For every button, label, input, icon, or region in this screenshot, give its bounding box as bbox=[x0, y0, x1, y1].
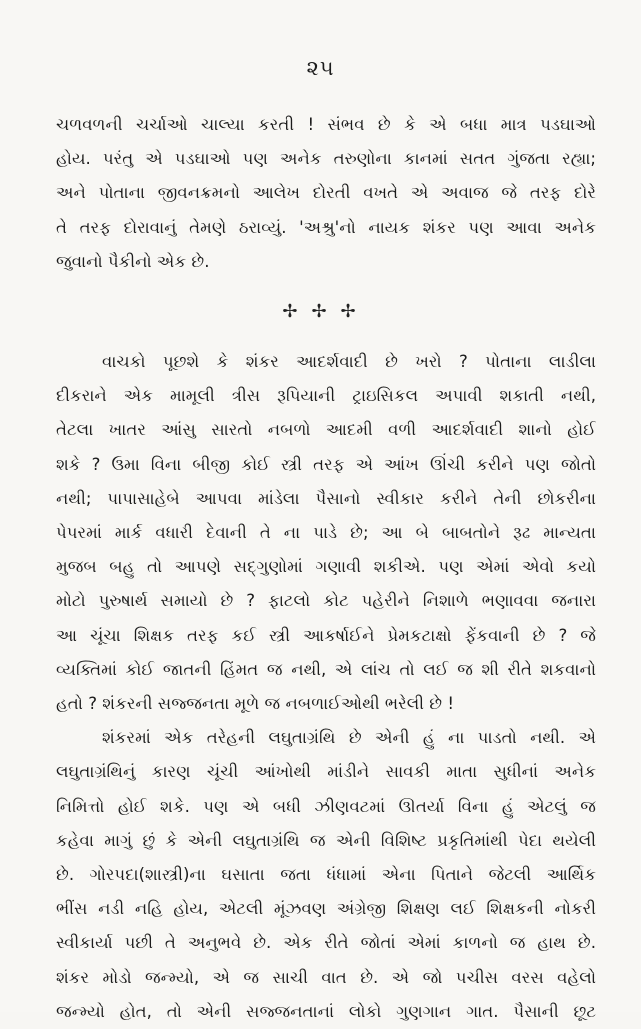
ornament-glyph: ✢ bbox=[282, 301, 312, 323]
text-line: વ્યક્તિમાં કોઈ જાતની હિંમત જ નથી, એ લાંચ તો લઈ જ શી રીતે શકવાનો bbox=[56, 659, 596, 679]
text-line: શંકરમાં એક તરેહની લઘુતાગ્રંથિ છે એની હું ના પાડતો નથી. એ bbox=[102, 728, 596, 748]
body-text bbox=[56, 108, 596, 1029]
text-line: લઘુતાગ્રંથિનું કારણ ચૂંચી આંખોથી માંડીને સાવકી માતા સુધીનાં અનેક bbox=[56, 762, 596, 782]
text-line: તે તરફ દોરાવાનું તેમણે ઠરાવ્યું. 'અશ્રુ'નો નાયક શંકર પણ આવા અનેક bbox=[56, 217, 596, 237]
text-line: વાચકો પૂછશે કે શંકર આદર્શવાદી છે ખરો ? પોતાના લાડીલા bbox=[102, 352, 596, 372]
text-line: આ ચૂંચા શિક્ષક તરફ કઈ સ્ત્રી આકર્ષાઈને પ્રેમકટાક્ષો ફેંકવાની છે ? જે bbox=[56, 625, 596, 645]
text-line: નિમિત્તો હોઈ શકે. પણ એ બધી ઝીણવટમાં ઊતર્યા વિના હું એટલું જ bbox=[56, 796, 596, 816]
text-line: જન્મ્યો હોત, તો એની સજ્જનતાનાં લોકો ગુણગાન ગાત. પૈસાની છૂટ bbox=[56, 1001, 596, 1021]
text-line: સ્વીકાર્યા પછી તે અનુભવે છે. એક રીતે જોતાં એમાં કાળનો જ હાથ છે. bbox=[56, 933, 596, 953]
text-line: અને પોતાના જીવનક્રમનો આલેખ દોરતી વખતે એ અવાજ જે તરફ દોરે bbox=[56, 183, 596, 203]
text-line: શંકર મોડો જન્મ્યો, એ જ સાચી વાત છે. એ જો પચીસ વરસ વહેલો bbox=[56, 967, 596, 987]
text-line: નથી; પાપાસાહેબે આપવા માંડેલા પૈસાનો સ્વીકાર કરીને તેની છોકરીના bbox=[56, 488, 596, 508]
text-line: કહેવા માગું છું કે એની લઘુતાગ્રંથિ જ એની વિશિષ્ટ પ્રકૃતિમાંથી પેદા થયેલી bbox=[56, 830, 596, 850]
text-line: મુજબ બહુ તો આપણે સદ્ગુણોમાં ગણાવી શકીએ. પણ એમાં એવો કયો bbox=[56, 557, 596, 577]
text-line: ચળવળની ચર્ચાઓ ચાલ્યા કરતી ! સંભવ છે કે એ બધા માત્ર પડઘાઓ bbox=[56, 115, 596, 134]
text-line: હતો ? શંકરની સજ્જનતા મૂળે જ નબળાઈઓથી ભરેલી છે ! bbox=[56, 694, 455, 714]
text-line: છે. ગોરપદા(શાસ્ત્રી)ના ઘસાતા જતા ધંધામાં એના પિતાને જેટલી આર્થિક bbox=[56, 865, 596, 885]
text-line: ભીંસ નડી નહિ હોય, એટલી મૂંઝવણ અંગ્રેજી શિક્ષણ લઈ શિક્ષકની નોકરી bbox=[56, 899, 596, 919]
text-line: હોય. પરંતુ એ પડઘાઓ પણ અનેક તરુણોના કાનમાં સતત ગુંજતા રહ્યા; bbox=[56, 149, 596, 169]
section-divider-ornament bbox=[56, 279, 596, 345]
text-line: મોટો પુરુષાર્થ સમાયો છે ? ફાટલો કોટ પહેરીને નિશાળે ભણાવવા જનારા bbox=[56, 591, 596, 611]
ornament-glyph: ✢ bbox=[340, 301, 370, 323]
text-line: દીકરાને એક મામૂલી ત્રીસ રૂપિયાની ટ્રાઇસિકલ અપાવી શકાતી નથી, bbox=[56, 386, 596, 406]
text-line: જુવાનો પૈકીનો એક છે. bbox=[56, 251, 210, 271]
page-number: ૨૫ bbox=[306, 56, 335, 80]
paragraph-1 bbox=[56, 108, 596, 279]
ornament-glyph: ✢ bbox=[311, 301, 341, 323]
paragraph-3 bbox=[56, 721, 596, 1029]
text-line: પેપરમાં માર્ક વધારી દેવાની તે ના પાડે છે; આ બે બાબતોને રૂઢ માન્યતા bbox=[56, 523, 596, 543]
paragraph-2 bbox=[56, 345, 596, 721]
text-line: શકે ? ઉમા વિના બીજી કોઈ સ્ત્રી તરફ એ આંખ ઊંચી કરીને પણ જોતો bbox=[56, 454, 596, 474]
text-line: તેટલા ખાતર આંસુ સારતો નબળો આદમી વળી આદર્શવાદી શાનો હોઈ bbox=[56, 420, 596, 440]
